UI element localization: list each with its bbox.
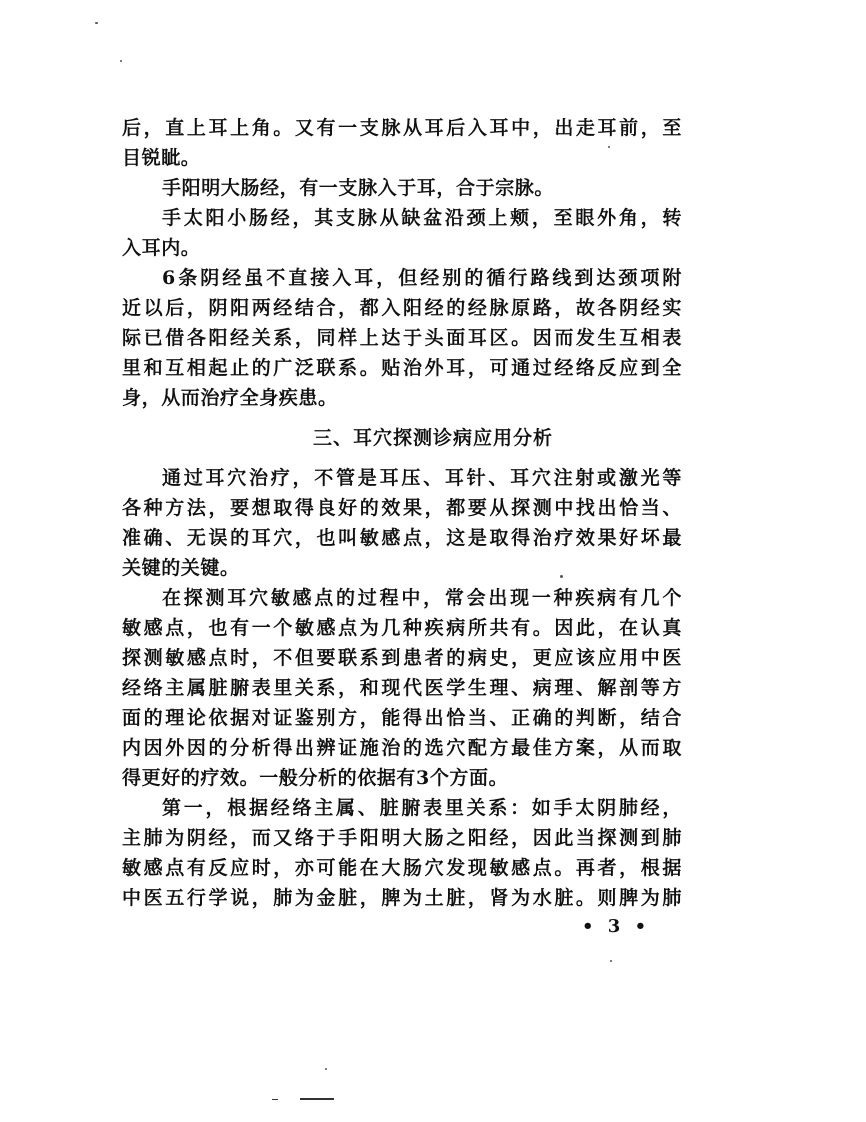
scan-speck — [610, 960, 612, 962]
scan-mark — [300, 1098, 334, 1100]
text-line: 探测敏感点时，不但要联系到患者的病史，更应该应用中医 — [122, 647, 682, 669]
scan-speck — [95, 22, 98, 24]
text-line: 中医五行学说，肺为金脏，脾为土脏，肾为水脏。则脾为肺 — [122, 887, 682, 909]
text-line: 主肺为阴经，而又络于手阳明大肠之阳经，因此当探测到肺 — [122, 827, 682, 849]
text-line: 6条阴经虽不直接入耳，但经别的循行路线到达颈项附 — [162, 267, 682, 289]
text-line: 经络主属脏腑表里关系，和现代医学生理、病理、解剖等方 — [122, 677, 682, 699]
text-line: 通过耳穴治疗，不管是耳压、耳针、耳穴注射或激光等 — [162, 467, 682, 489]
text-line: 身，从而治疗全身疾患。 — [122, 387, 338, 409]
section-heading: 三、耳穴探测诊病应用分析 — [312, 427, 553, 449]
text-line: 手太阳小肠经，其支脉从缺盆沿颈上颊，至眼外角，转 — [162, 207, 682, 229]
text-line: 目锐眦。 — [122, 147, 201, 169]
text-line: 各种方法，要想取得良好的效果，都要从探测中找出恰当、 — [122, 497, 682, 519]
scan-speck — [560, 575, 563, 578]
text-line: 后，直上耳上角。又有一支脉从耳后入耳中，出走耳前，至 — [122, 117, 682, 139]
text-line: 在探测耳穴敏感点的过程中，常会出现一种疾病有几个 — [162, 587, 682, 609]
text-line: 敏感点有反应时，亦可能在大肠穴发现敏感点。再者，根据 — [122, 857, 682, 879]
text-line: 关键的关键。 — [122, 557, 240, 579]
scan-speck — [325, 1068, 327, 1070]
scan-speck — [608, 146, 610, 148]
text-line: 面的理论依据对证鉴别方，能得出恰当、正确的判断，结合 — [122, 707, 682, 729]
text-line: 得更好的疗效。一般分析的依据有3个方面。 — [122, 767, 509, 789]
text-line: 手阳明大肠经，有一支脉入于耳，合于宗脉。 — [162, 177, 555, 199]
text-line: 里和互相起止的广泛联系。贴治外耳，可通过经络反应到全 — [122, 357, 682, 379]
scan-mark — [272, 1099, 278, 1100]
text-line: 入耳内。 — [122, 237, 201, 259]
text-line: 准确、无误的耳穴，也叫敏感点，这是取得治疗效果好坏最 — [122, 527, 682, 549]
text-line: 内因外因的分析得出辨证施治的选穴配方最佳方案，从而取 — [122, 737, 682, 759]
page-number: • 3 • — [582, 916, 651, 937]
text-line: 际已借各阳经关系，同样上达于头面耳区。因而发生互相表 — [122, 327, 682, 349]
text-line: 敏感点，也有一个敏感点为几种疾病所共有。因此，在认真 — [122, 617, 682, 639]
text-line: 近以后，阴阳两经结合，都入阳经的经脉原路，故各阴经实 — [122, 297, 682, 319]
text-line: 第一，根据经络主属、脏腑表里关系：如手太阴肺经， — [162, 797, 682, 819]
scan-speck — [120, 60, 122, 62]
